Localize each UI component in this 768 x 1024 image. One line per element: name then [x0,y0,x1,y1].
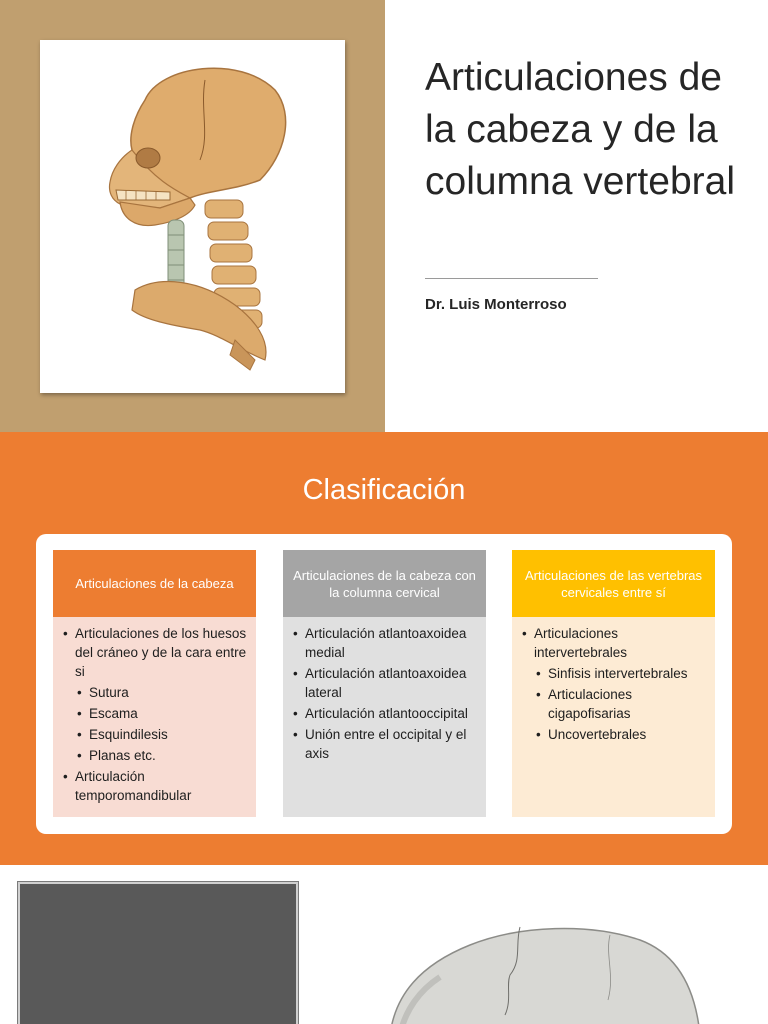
title-divider [425,278,598,279]
column-body [283,617,486,817]
column-header: Articulaciones de la cabeza [53,550,256,617]
list-item: • Articulaciones de los huesos del cráneo y de la cara entre si • Sutura • Escama • Esquindilesis • Planas etc. [59,624,250,765]
list-item: • Articulaciones intervertebrales • Sinfisis intervertebrales • Articulaciones cigapofisarias • Uncovertebrales [518,624,709,744]
skull-slide [0,865,768,1024]
classification-panel [36,534,732,834]
column-header: Articulaciones de las vertebras cervicales entre sí [512,550,715,617]
sub-list-item: • Esquindilesis [75,725,250,744]
author-name: Dr. Luis Monterroso [425,296,567,313]
column-body [53,617,256,817]
list-item: • Articulación temporomandibular [59,767,250,805]
sub-list-item: • Escama [75,704,250,723]
list-item: • Articulación atlantoaxoidea medial [289,624,480,662]
column-header: Articulaciones de la cabeza con la columna cervical [283,550,486,617]
list-item: • Articulación atlantoaxoidea lateral [289,664,480,702]
column-head-joints [53,550,256,817]
dark-content-box [18,882,298,1024]
skull-spine-icon [40,40,345,393]
list-item: • Articulación atlantooccipital [289,704,480,723]
sub-list-item: • Articulaciones cigapofisarias [534,685,709,723]
column-body [512,617,715,817]
title-slide-image-panel [0,0,385,432]
list-item: • Unión entre el occipital y el axis [289,725,480,763]
skull-lateral-icon [380,915,710,1024]
column-head-cervical-joints [283,550,486,817]
orbit-shape [136,148,160,168]
presentation-title: Articulaciones de la cabeza y de la columna vertebral [425,56,735,203]
classification-title: Clasificación [302,474,466,506]
sub-list-item: • Sinfisis intervertebrales [534,664,709,683]
larynx [168,220,184,290]
sub-list-item: • Planas etc. [75,746,250,765]
teeth-shape [116,190,170,200]
skull-spine-frame [40,40,345,393]
title-slide [0,0,768,432]
sub-list-item: • Uncovertebrales [534,725,709,744]
classification-slide [0,432,768,865]
sub-list-item: • Sutura [75,683,250,702]
column-vertebral-joints [512,550,715,817]
